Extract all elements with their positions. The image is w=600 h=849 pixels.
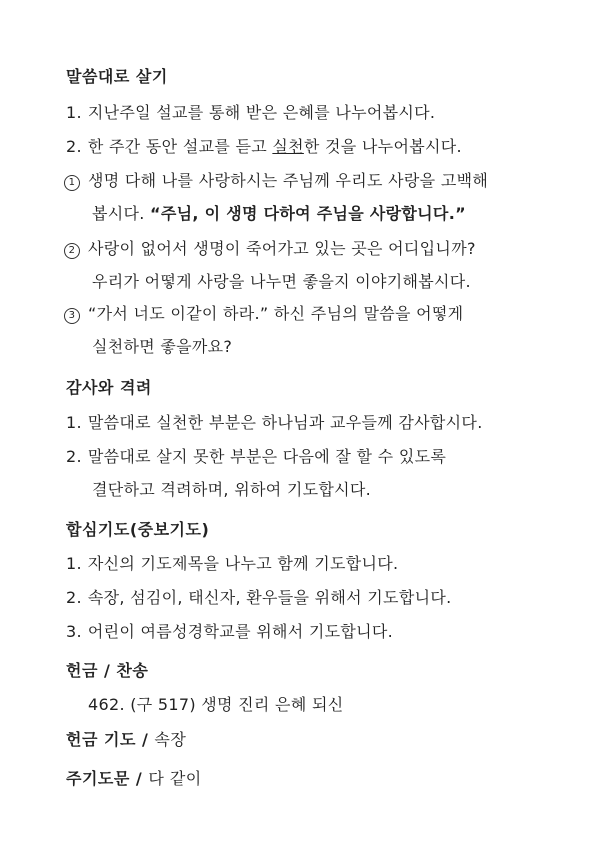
question-item: 2 사랑이 없어서 생명이 죽어가고 있는 곳은 어디입니까? [64, 236, 476, 259]
bold-confession: “주님, 이 생명 다하여 주님을 사랑합니다.” [150, 204, 466, 223]
lords-prayer-leader: 다 같이 [148, 769, 202, 788]
question-item-continuation: 봅시다. “주님, 이 생명 다하여 주님을 사랑합니다.” [92, 204, 466, 223]
list-item: 2. 속장, 섬김이, 태신자, 환우들을 위해서 기도합니다. [66, 588, 452, 607]
section-title-unison-prayer: 합심기도(중보기도) [66, 520, 210, 539]
list-item: 2. 한 주간 동안 설교를 듣고 실천한 것을 나누어봅시다. [66, 137, 462, 156]
section-title-offering-hymn: 헌금 / 찬송 [66, 661, 149, 680]
section-title-lords-prayer: 주기도문 / 다 같이 [66, 769, 202, 788]
question-item: 3 “가서 너도 이같이 하라.” 하신 주님의 말씀을 어떻게 [64, 301, 463, 324]
question-item-continuation: 우리가 어떻게 사랑을 나누면 좋을지 이야기해봅시다. [92, 272, 471, 291]
list-item: 3. 어린이 여름성경학교를 위해서 기도합니다. [66, 622, 394, 641]
list-item-continuation: 결단하고 격려하며, 위하여 기도합시다. [92, 480, 372, 499]
circled-number: 2 [64, 243, 80, 259]
circled-number: 1 [64, 175, 80, 191]
section-title-living-by-word: 말씀대로 살기 [66, 67, 168, 86]
list-item: 1. 자신의 기도제목을 나누고 함께 기도합니다. [66, 554, 399, 573]
offering-prayer-leader: 속장 [154, 730, 187, 749]
circled-number: 3 [64, 308, 80, 324]
section-title-offering-prayer: 헌금 기도 / 속장 [66, 730, 187, 749]
question-item-continuation: 실천하면 좋을까요? [92, 337, 233, 356]
list-item: 1. 지난주일 설교를 통해 받은 은혜를 나누어봅시다. [66, 103, 436, 122]
section-title-thanks-encouragement: 감사와 격려 [66, 378, 152, 397]
hymn-line: 462. (구 517) 생명 진리 은혜 되신 [88, 695, 344, 714]
list-item: 2. 말씀대로 살지 못한 부분은 다음에 잘 할 수 있도록 [66, 447, 447, 466]
underlined-word: 실천 [272, 137, 304, 156]
question-item: 1 생명 다해 나를 사랑하시는 주님께 우리도 사랑을 고백해 [64, 168, 488, 191]
list-item: 1. 말씀대로 실천한 부분은 하나님과 교우들께 감사합시다. [66, 413, 483, 432]
